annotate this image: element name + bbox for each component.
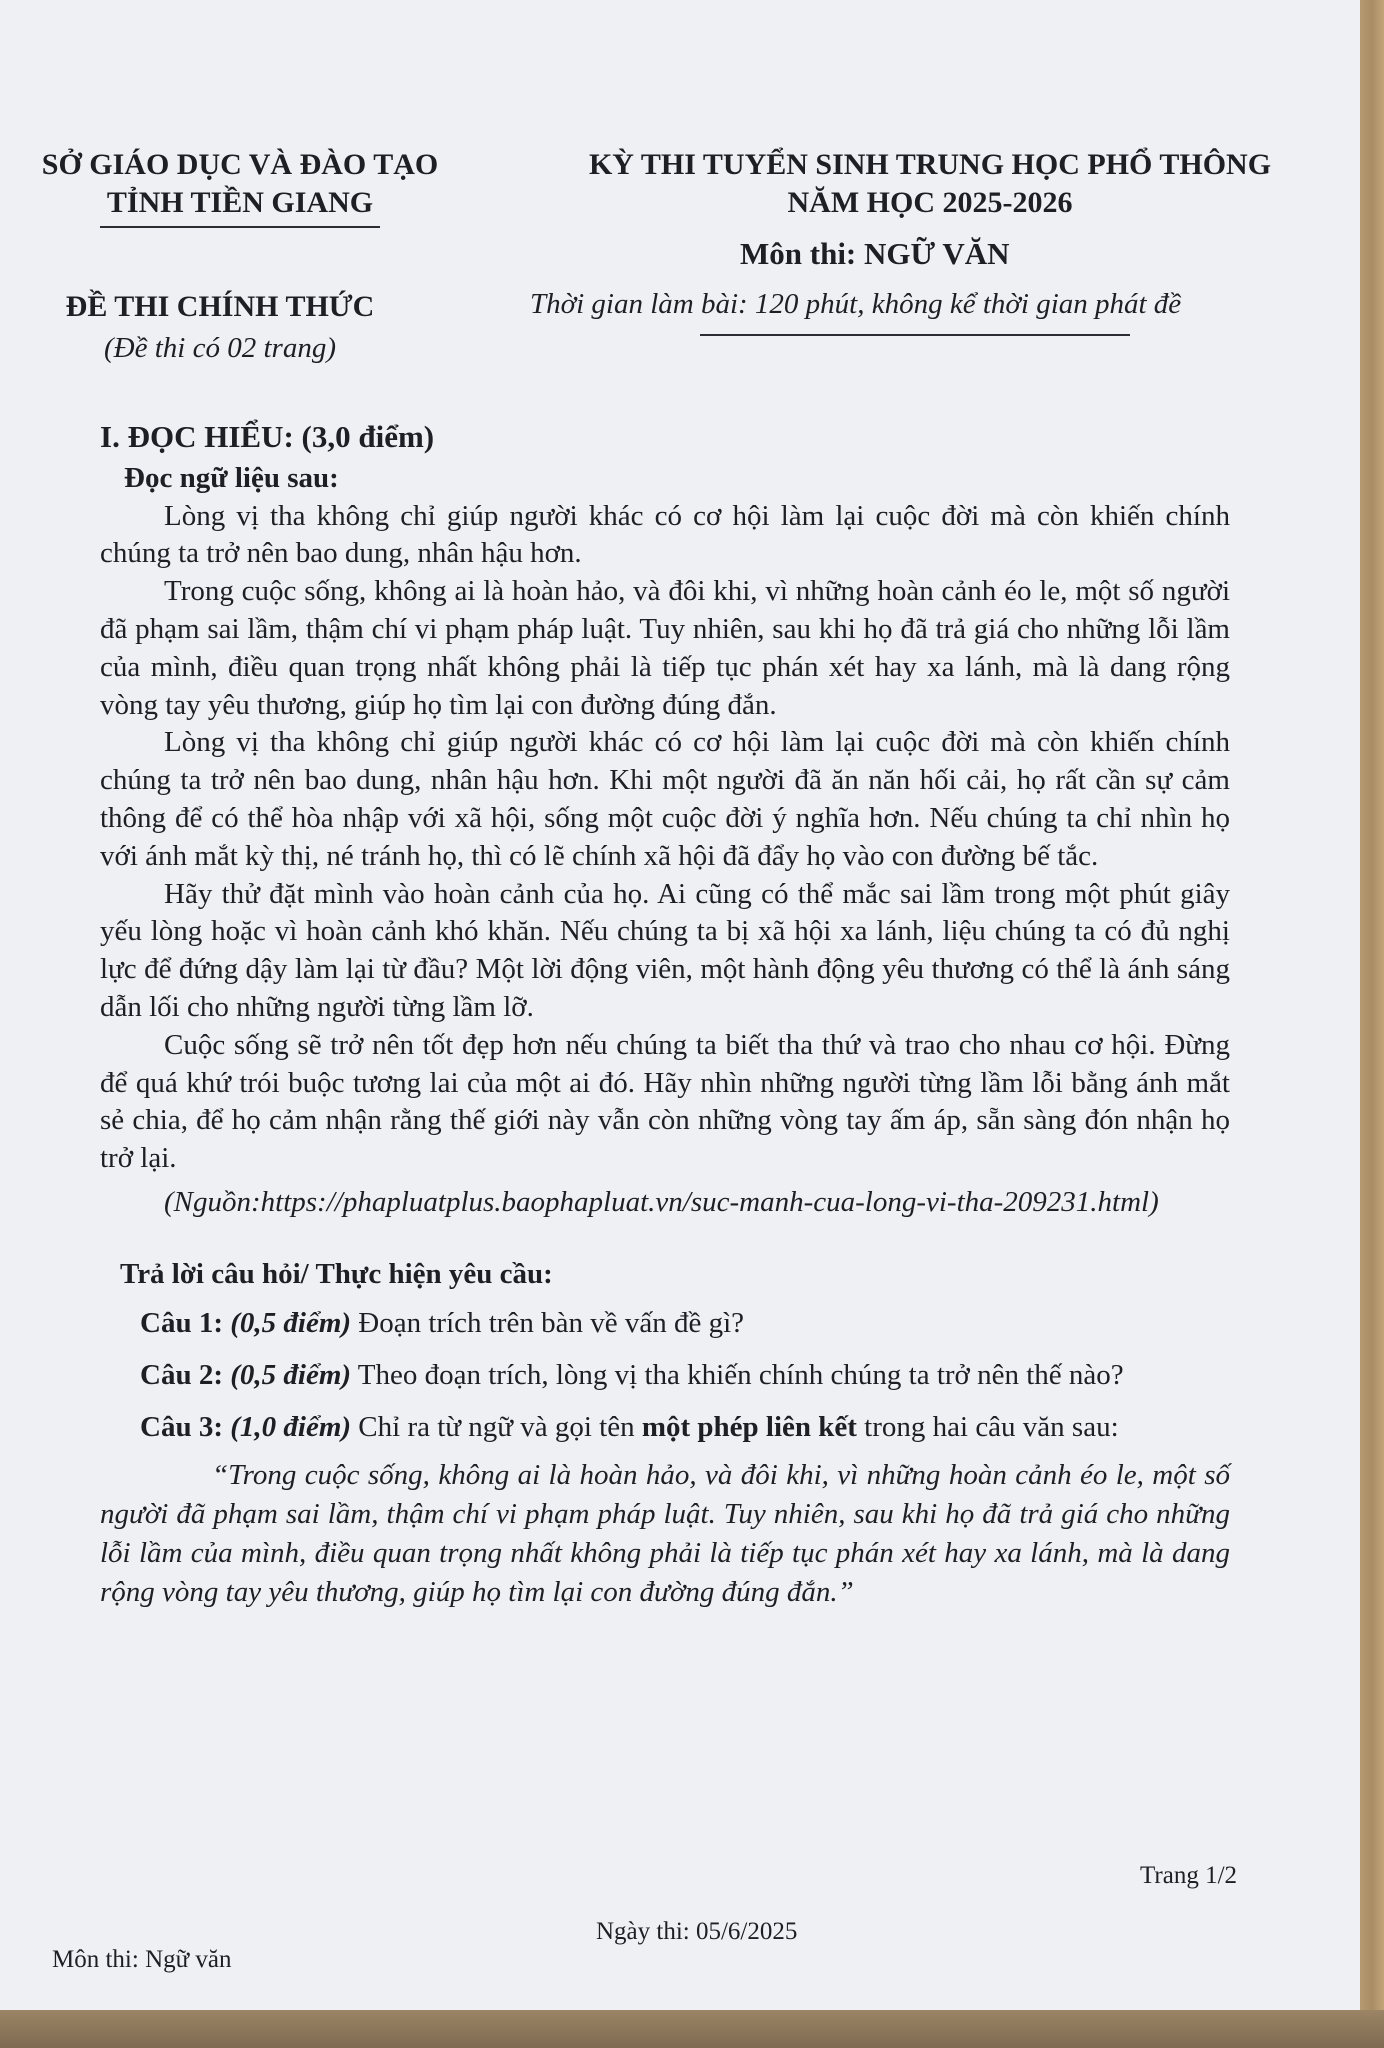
exam-name: KỲ THI TUYỂN SINH TRUNG HỌC PHỔ THÔNG (588, 148, 1272, 181)
school-year: NĂM HỌC 2025-2026 (787, 186, 1073, 219)
reading-intro: Đọc ngữ liệu sau: (124, 461, 339, 494)
reading-section-title: I. ĐỌC HIỂU: (3,0 điểm) (100, 419, 435, 454)
question-3-text: Chỉ ra từ ngữ và gọi tên (351, 1410, 642, 1443)
question-1-points: (0,5 điểm) (230, 1306, 352, 1339)
question-1 (100, 1300, 1230, 1346)
paper-edge-right (1360, 0, 1384, 2048)
time-underline (700, 334, 1130, 336)
source-citation: (Nguồn:https://phapluatplus.baophapluat.vn/suc-manh-cua-long-vi-tha-209231.html) (164, 1185, 1159, 1218)
exam-subject: Môn thi: NGỮ VĂN (740, 236, 1010, 271)
table-surface (0, 2010, 1384, 2048)
reading-paragraph: Trong cuộc sống, không ai là hoàn hảo, và đôi khi, vì những hoàn cảnh éo le, một số người đã phạm sai lầm, thậm chí vi phạm pháp luật. Tuy nhiên, sau khi họ đã trả giá cho những lỗi lầm của mình, điều quan trọng nhất không phải là tiếp tục phán xét hay xa lánh, mà là dang rộng vòng tay yêu thương, giúp họ tìm lại con đường đúng đắn. (100, 575, 1230, 721)
question-2-points: (0,5 điểm) (230, 1358, 352, 1391)
question-3-label: Câu 3: (140, 1410, 223, 1443)
official-label: ĐỀ THI CHÍNH THỨC (65, 290, 375, 323)
question-3-text-end: trong hai câu văn sau: (856, 1410, 1119, 1443)
exam-date: Ngày thi: 05/6/2025 (596, 1918, 798, 1945)
question-1-text: Đoạn trích trên bàn về vấn đề gì? (351, 1306, 745, 1339)
question-2 (100, 1352, 1230, 1398)
issuer-block (30, 146, 450, 228)
footer-subject: Môn thi: Ngữ văn (52, 1946, 232, 1973)
question-3-quote: “Trong cuộc sống, không ai là hoàn hảo, và đôi khi, vì những hoàn cảnh éo le, một số người đã phạm sai lầm, thậm chí vi phạm pháp luật. Tuy nhiên, sau khi họ đã trả giá cho những lỗi lầm của mình, điều quan trọng nhất không phải là tiếp tục phán xét hay xa lánh, mà là dang rộng vòng tay yêu thương, giúp họ tìm lại con đường đúng đắn.” (100, 1458, 1230, 1608)
question-3 (100, 1404, 1230, 1450)
page-number: Trang 1/2 (1140, 1862, 1238, 1889)
reading-paragraph: Hãy thử đặt mình vào hoàn cảnh của họ. Ai cũng có thể mắc sai lầm trong một phút giây yếu lòng hoặc vì hoàn cảnh khó khăn. Nếu chúng ta bị xã hội xa lánh, liệu chúng ta có đủ nghị lực để đứng dậy làm lại từ đầu? Một lời động viên, một hành động yêu thương có thể là ánh sáng dẫn lối cho những người từng lầm lỡ. (100, 877, 1230, 1023)
page-count-note: (Đề thi có 02 trang) (104, 332, 336, 364)
question-2-label: Câu 2: (140, 1358, 223, 1391)
reading-paragraph: Cuộc sống sẽ trở nên tốt đẹp hơn nếu chúng ta biết tha thứ và trao cho nhau cơ hội. Đừng để quá khứ trói buộc tương lai của một ai đó. Hãy nhìn những người từng lầm lỗi bằng ánh mắt sẻ chia, để họ cảm nhận rằng thế giới này vẫn còn những vòng tay ấm áp, sẵn sàng đón nhận họ trở lại. (100, 1028, 1230, 1175)
exam-title-block (520, 146, 1340, 222)
issuer-underline (100, 226, 380, 228)
exam-time: Thời gian làm bài: 120 phút, không kể thời gian phát đề (530, 288, 1182, 320)
province-name: TỈNH TIỀN GIANG (106, 186, 374, 219)
question-2-text: Theo đoạn trích, lòng vị tha khiến chính chúng ta trở nên thế nào? (351, 1358, 1124, 1391)
reading-paragraph: Lòng vị tha không chỉ giúp người khác có cơ hội làm lại cuộc đời mà còn khiến chính chúng ta trở nên bao dung, nhân hậu hơn. Khi một người đã ăn năn hối cải, họ rất cần sự cảm thông để có thể hòa nhập với xã hội, sống một cuộc đời ý nghĩa hơn. Nếu chúng ta chỉ nhìn họ với ánh mắt kỳ thị, né tránh họ, thì có lẽ chính xã hội đã đẩy họ vào con đường bế tắc. (100, 726, 1230, 872)
question-1-label: Câu 1: (140, 1306, 223, 1339)
questions-heading: Trả lời câu hỏi/ Thực hiện yêu cầu: (120, 1257, 553, 1290)
reading-paragraph: Lòng vị tha không chỉ giúp người khác có cơ hội làm lại cuộc đời mà còn khiến chính chúng ta trở nên bao dung, nhân hậu hơn. (100, 499, 1230, 570)
department-name: SỞ GIÁO DỤC VÀ ĐÀO TẠO (41, 148, 439, 181)
question-3-emphasis: một phép liên kết (641, 1410, 857, 1443)
question-3-points: (1,0 điểm) (230, 1410, 352, 1443)
exam-body (100, 418, 1230, 1612)
